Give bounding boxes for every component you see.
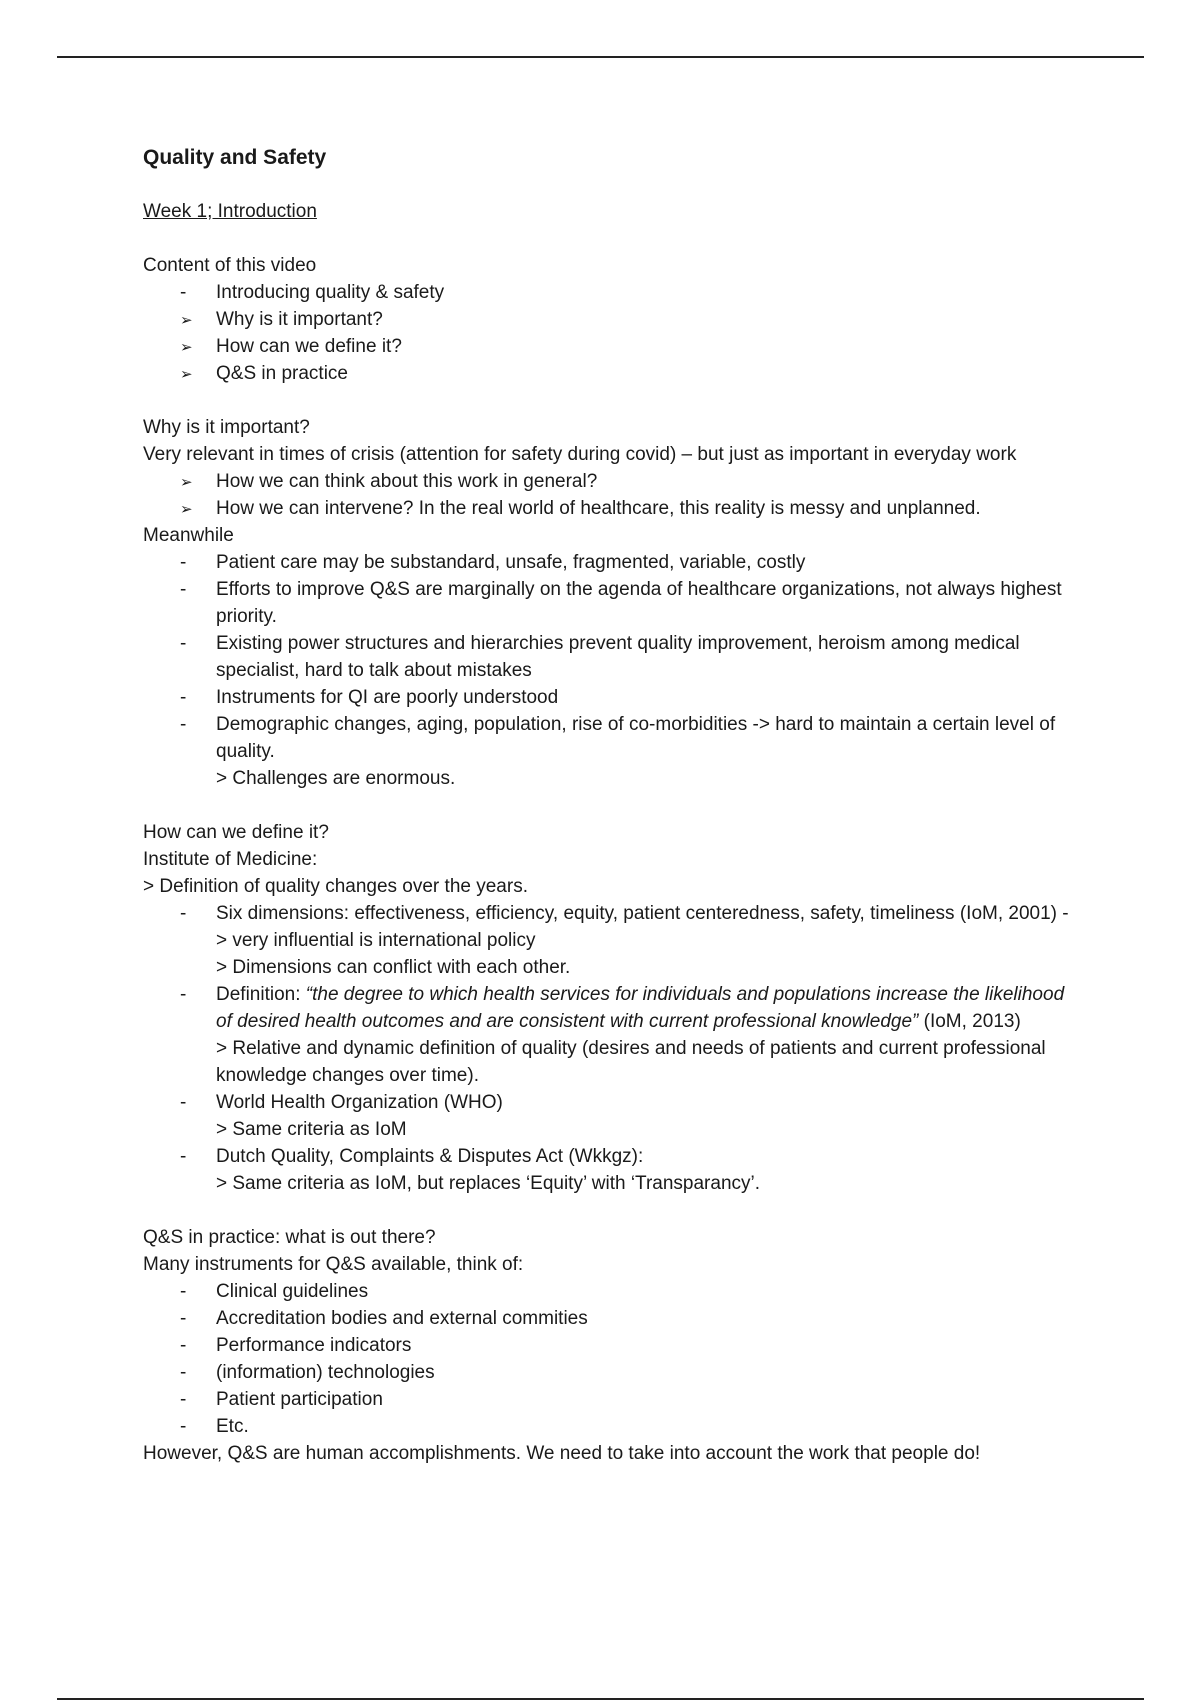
list-item: - Efforts to improve Q&S are marginally on the agenda of healthcare organizations, not always highest priority. [143,576,1073,630]
note: > Dimensions can conflict with each other. [216,957,571,978]
content-list [143,279,1073,387]
list-item: ➢ How can we define it? [143,333,1073,360]
dash-list [143,549,1073,792]
note: > Same criteria as IoM, but replaces ‘Equity’ with ‘Transparancy’. [216,1173,761,1194]
list-item: - Existing power structures and hierarchies prevent quality improvement, heroism among medical specialist, hard to talk about mistakes [143,630,1073,684]
dash-icon [180,1089,200,1116]
arrow-bullet-icon [180,333,200,361]
note: > Challenges are enormous. [216,768,456,789]
list-item: - Definition: “the degree to which health services for individuals and populations increase the likelihood of desired health outcomes and are consistent with current professional knowledge” (IoM, 2013) > Relative and dynamic definition of quality (desires and needs of patients and current professional knowledge changes over time). [143,981,1073,1089]
dash-icon [180,1332,200,1359]
dash-icon [180,981,200,1008]
dash-icon [180,1386,200,1413]
definition-quote: “the degree to which health services for individuals and populations increase the likelihood of desired health outcomes and are consistent with current professional knowledge” [216,984,1065,1032]
list-item: ➢ Why is it important? [143,306,1073,333]
list-item: - World Health Organization (WHO) > Same criteria as IoM [143,1089,1073,1143]
dash-list [143,1278,1073,1440]
list-item: - Dutch Quality, Complaints & Disputes Act (Wkkgz): > Same criteria as IoM, but replaces ‘Equity’ with ‘Transparancy’. [143,1143,1073,1197]
list-item: - Instruments for QI are poorly understood [143,684,1073,711]
list-item: - Introducing quality & safety [143,279,1073,306]
dash-icon [180,1359,200,1386]
arrow-bullet-icon [180,468,200,496]
dash-icon [180,1143,200,1170]
list-item: ➢ How we can think about this work in general? [143,468,1073,495]
arrow-list [143,468,1073,522]
document-title: Quality and Safety [143,146,327,169]
list-item: ➢ Q&S in practice [143,360,1073,387]
dash-icon [180,1278,200,1305]
dash-icon [180,279,200,306]
document-subtitle: Week 1; Introduction [143,201,317,222]
paragraph: Meanwhile [143,525,234,546]
dash-icon [180,576,200,603]
paragraph: Institute of Medicine: [143,849,318,870]
paragraph: Many instruments for Q&S available, think of: [143,1254,524,1275]
arrow-bullet-icon [180,495,200,523]
dash-icon [180,900,200,927]
note: > Relative and dynamic definition of quality (desires and needs of patients and current professional knowledge changes over time). [216,1038,1046,1086]
section-heading: Content of this video [143,255,317,276]
paragraph: Very relevant in times of crisis (attention for safety during covid) – but just as important in everyday work [143,444,1017,465]
list-item: - Patient participation [143,1386,1073,1413]
dash-icon [180,711,200,738]
dash-icon [180,549,200,576]
list-item: - Accreditation bodies and external commities [143,1305,1073,1332]
section-heading: How can we define it? [143,822,329,843]
list-item: - Demographic changes, aging, population, rise of co-morbidities -> hard to maintain a certain level of quality. > Challenges are enormous. [143,711,1073,792]
section-heading: Why is it important? [143,417,310,438]
section-heading: Q&S in practice: what is out there? [143,1227,436,1248]
dash-icon [180,1413,200,1440]
list-item: - Etc. [143,1413,1073,1440]
header-rule [57,56,1144,58]
dash-icon [180,630,200,657]
dash-list [143,900,1073,1197]
paragraph: However, Q&S are human accomplishments. We need to take into account the work that people do! [143,1443,981,1464]
list-item: - (information) technologies [143,1359,1073,1386]
list-item: - Clinical guidelines [143,1278,1073,1305]
document-body [143,144,1073,1467]
list-item: - Patient care may be substandard, unsafe, fragmented, variable, costly [143,549,1073,576]
list-item: ➢ How we can intervene? In the real world of healthcare, this reality is messy and unplanned. [143,495,1073,522]
list-item: - Performance indicators [143,1332,1073,1359]
note: > Same criteria as IoM [216,1119,407,1140]
list-item: - Six dimensions: effectiveness, efficiency, equity, patient centeredness, safety, timeliness (IoM, 2001) -> very influential is international policy > Dimensions can conflict with each other. [143,900,1073,981]
arrow-bullet-icon [180,306,200,334]
dash-icon [180,1305,200,1332]
note: > Definition of quality changes over the years. [143,876,528,897]
dash-icon [180,684,200,711]
arrow-bullet-icon [180,360,200,388]
